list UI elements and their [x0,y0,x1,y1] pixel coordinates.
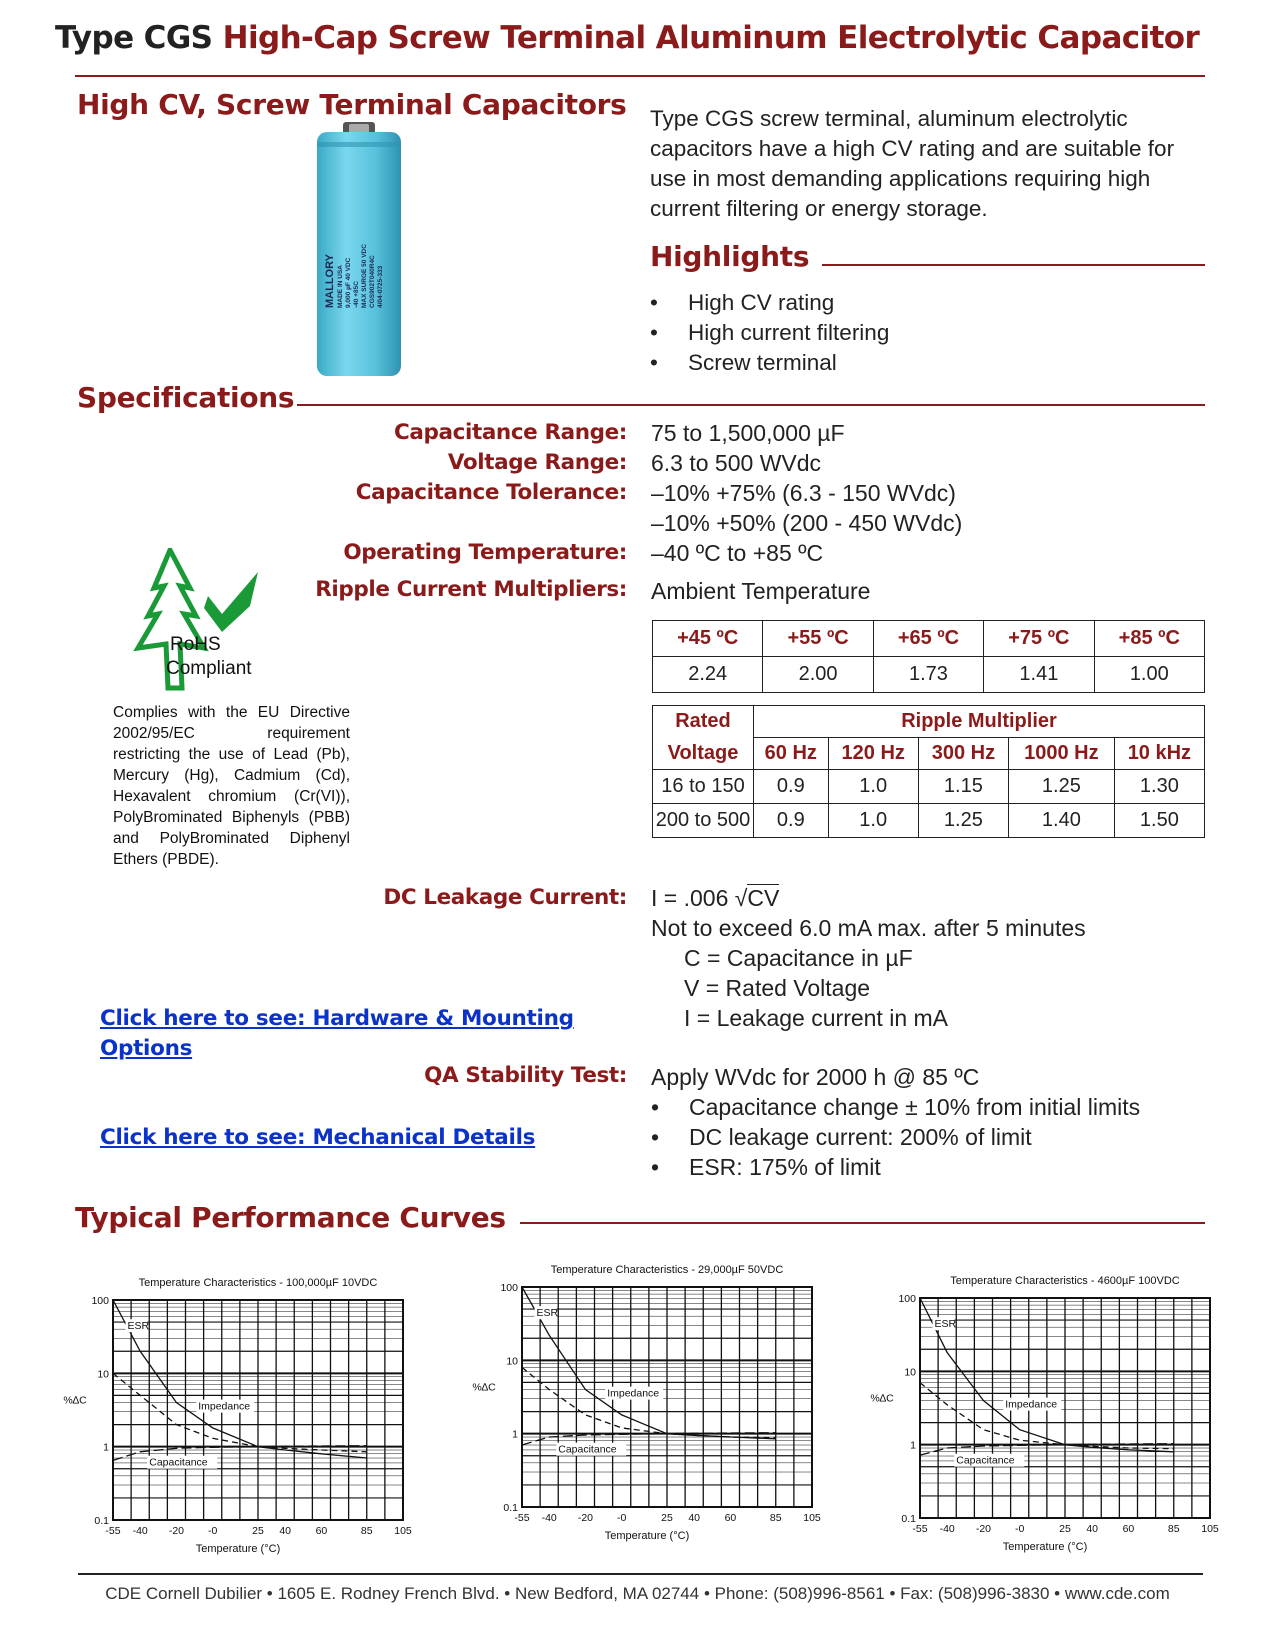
x-tick-label: 25 [1059,1523,1071,1535]
y-tick-label: 100 [500,1282,518,1294]
ripple-frequency-table [652,705,1205,838]
x-tick-label: 105 [394,1525,412,1537]
tolerance-label: Capacitance Tolerance: [355,480,627,505]
y-axis-label: %∆C [63,1394,87,1407]
rohs-title: RoHS [170,634,221,655]
table-header: +65 ºC [873,621,983,657]
series-label: Capacitance [956,1454,1015,1467]
footer-contact: CDE Cornell Dubilier • 1605 E. Rodney French Blvd. • New Bedford, MA 02744 • Phone: (508)996-8561 • Fax: (508)996-3830 • www.cde.com [105,1584,1170,1603]
qa-list: • Capacitance change ± 10% from initial limits • DC leakage current: 200% of limit • ESR: 175% of limit [651,1094,1141,1180]
hardware-mounting-link[interactable]: Click here to see: Hardware & Mounting [100,1006,574,1031]
y-tick-label: 1 [910,1439,916,1452]
x-axis-label: Temperature (°C) [604,1530,690,1542]
mechanical-details-link[interactable]: Click here to see: Mechanical Details [100,1125,536,1150]
y-tick-label: 0.1 [901,1513,916,1525]
tolerance-value: –10% +50% (200 - 450 WVdc) [651,510,963,536]
x-tick-label: -20 [975,1523,992,1535]
capacitor-label-line: -40 +85C [353,281,360,308]
leakage-formula [651,885,779,912]
y-axis-label: %∆C [870,1392,894,1405]
series-label: Impedance [1005,1398,1058,1411]
series-label: Impedance [607,1387,660,1400]
capacitor-label-line: CGS902T040R4C [369,255,376,308]
ripple-multiplier-header: Ripple Multiplier [754,706,1205,738]
x-tick-label: 40 [279,1525,292,1537]
freq-header: 60 Hz [754,738,829,770]
table-cell: 0.9 [754,770,829,804]
voltage-range-label: Voltage Range: [447,450,627,475]
specifications-heading: Specifications [77,381,295,414]
table-cell: 1.0 [828,804,918,838]
freq-header: 120 Hz [828,738,918,770]
chart-1 [48,1255,418,1555]
x-tick-label: 60 [724,1512,737,1524]
formula-prefix: I = .006 [651,885,735,911]
table-cell: 1.50 [1114,804,1204,838]
chart-2 [460,1242,845,1542]
x-tick-label: -55 [912,1523,928,1535]
x-tick-label: -40 [541,1512,557,1524]
specifications-rule [297,404,1205,406]
freq-header: 1000 Hz [1008,738,1114,770]
operating-temp-value: –40 ºC to +85 ºC [651,540,824,566]
series-label: ESR [536,1307,559,1320]
freq-header: 300 Hz [918,738,1008,770]
operating-temp-label: Operating Temperature: [343,540,627,565]
x-tick-label: -20 [168,1525,185,1537]
qa-item: DC leakage current: 200% of limit [689,1124,1032,1150]
capacitor-label-line: 9,000 µF 40 VDC [345,257,352,308]
freq-header: 10 kHz [1114,738,1204,770]
footer-rule [78,1573,1203,1575]
highlights-rule [822,264,1205,266]
table-header: +85 ºC [1094,621,1204,657]
x-tick-label: 40 [1086,1523,1099,1535]
x-tick-label: 85 [769,1512,782,1524]
table-cell: 1.15 [918,770,1008,804]
y-tick-label: 1 [512,1428,518,1441]
capacitance-range-label: Capacitance Range: [394,420,627,445]
x-tick-label: 60 [1122,1523,1135,1535]
x-tick-label: 25 [252,1525,264,1537]
checkmark-icon [204,572,258,632]
table-cell: 1.25 [918,804,1008,838]
ripple-value: Ambient Temperature [651,578,871,604]
x-tick-label: 105 [803,1512,821,1524]
table-header: +75 ºC [984,621,1094,657]
qa-value: Apply WVdc for 2000 h @ 85 ºC [651,1064,980,1090]
chart-3 [855,1253,1240,1553]
x-tick-label: -20 [577,1512,594,1524]
capacitor-label-line: 4/04-0725-333 [377,265,384,308]
table-cell: 1.30 [1114,770,1204,804]
capacitor-image [315,120,405,380]
chart-title: Temperature Characteristics - 4600µF 100VDC [950,1275,1180,1287]
series-label: Impedance [198,1400,251,1413]
title-rule [75,75,1205,77]
table-cell: 200 to 500 [653,804,754,838]
x-tick-label: -55 [105,1525,121,1537]
highlight-item: Screw terminal [688,350,837,375]
sqrt-icon: √ [734,885,748,911]
leakage-legend-v: V = Rated Voltage [684,975,871,1001]
table-cell: 1.00 [1094,657,1204,693]
table-header: +45 ºC [653,621,763,657]
table-cell: 0.9 [754,804,829,838]
rohs-logo [130,548,265,696]
title-type: Type CGS [55,20,213,56]
table-cell: 1.0 [828,770,918,804]
highlight-item: High CV rating [688,290,835,315]
x-tick-label: 25 [661,1512,673,1524]
table-cell: 1.41 [984,657,1094,693]
table-header: +55 ºC [763,621,873,657]
y-tick-label: 100 [91,1295,109,1307]
title-product: High-Cap Screw Terminal Aluminum Electrolytic Capacitor [222,20,1200,56]
dc-leakage-label: DC Leakage Current: [383,885,627,910]
highlight-item: High current filtering [688,320,890,345]
table-cell: 2.24 [653,657,763,693]
table-cell: 1.40 [1008,804,1114,838]
x-tick-label: -0 [208,1525,218,1537]
x-tick-label: 85 [360,1525,373,1537]
page-title [55,20,1199,56]
ripple-label: Ripple Current Multipliers: [315,577,627,602]
x-axis-label: Temperature (°C) [195,1543,281,1555]
hardware-mounting-link-options[interactable]: Options [100,1036,193,1061]
x-tick-label: 60 [315,1525,328,1537]
y-tick-label: 0.1 [503,1502,518,1514]
voltage-range-value: 6.3 to 500 WVdc [651,450,822,476]
qa-item: Capacitance change ± 10% from initial limits [689,1094,1141,1120]
formula-argument: CV [747,885,780,911]
y-tick-label: 10 [506,1355,518,1368]
leakage-limit: Not to exceed 6.0 mA max. after 5 minutes [651,915,1086,941]
table-cell: 1.25 [1008,770,1114,804]
series-label: Capacitance [558,1443,617,1456]
y-axis-label: %∆C [472,1381,496,1394]
leakage-legend-c: C = Capacitance in µF [684,945,913,971]
x-tick-label: -0 [617,1512,627,1524]
qa-item: ESR: 175% of limit [689,1154,881,1180]
curves-heading: Typical Performance Curves [75,1201,506,1234]
tolerance-value: –10% +75% (6.3 - 150 WVdc) [651,480,956,506]
table-cell: 2.00 [763,657,873,693]
x-tick-label: -55 [514,1512,530,1524]
x-tick-label: 40 [688,1512,701,1524]
y-tick-label: 10 [97,1368,109,1381]
leakage-legend-i: I = Leakage current in mA [684,1005,949,1031]
y-tick-label: 0.1 [94,1515,109,1527]
x-tick-label: -40 [132,1525,148,1537]
capacitor-label-line: MAX SURGE 50 VDC [361,244,368,308]
capacitor-label-line: MADE IN USA [337,265,344,308]
x-axis-label: Temperature (°C) [1002,1541,1088,1553]
subtitle: High CV, Screw Terminal Capacitors [77,88,627,121]
series-label: ESR [934,1318,957,1331]
capacitance-range-value: 75 to 1,500,000 µF [651,420,845,446]
y-tick-label: 10 [904,1366,916,1379]
highlights-list: • High CV rating • High current filtering • Screw terminal [650,288,1150,378]
x-tick-label: 85 [1167,1523,1180,1535]
y-tick-label: 100 [898,1293,916,1305]
capacitor-brand: MALLORY [324,254,336,308]
highlights-heading: Highlights [650,240,810,273]
table-cell: 16 to 150 [653,770,754,804]
voltage-header: Voltage [653,738,754,770]
intro-paragraph: Type CGS screw terminal, aluminum electrolytic capacitors have a high CV rating and are suitable for use in most demanding applications requiring high current filtering or energy storage. [650,106,1175,221]
series-label: Capacitance [149,1456,208,1469]
x-tick-label: -0 [1015,1523,1025,1535]
rohs-subtitle: Compliant [166,658,252,679]
y-tick-label: 1 [103,1441,109,1454]
rohs-statement: Complies with the EU Directive 2002/95/EC requirement restricting the use of Lead (Pb), Mercury (Hg), Cadmium (Cd), Hexavalent chromium (Cr(VI)), PolyBrominated Biphenyls (PBB) and PolyBrominated Diphenyl Ethers (PBDE). [113,704,350,868]
table-cell: 1.73 [873,657,983,693]
qa-label: QA Stability Test: [424,1063,627,1088]
x-tick-label: 105 [1201,1523,1219,1535]
chart-title: Temperature Characteristics - 100,000µF 10VDC [138,1277,378,1289]
x-tick-label: -40 [939,1523,955,1535]
chart-title: Temperature Characteristics - 29,000µF 50VDC [550,1264,784,1276]
series-label: ESR [127,1320,150,1333]
curves-rule [520,1222,1205,1224]
rated-header: Rated [653,706,754,738]
ambient-temperature-table [652,620,1205,693]
